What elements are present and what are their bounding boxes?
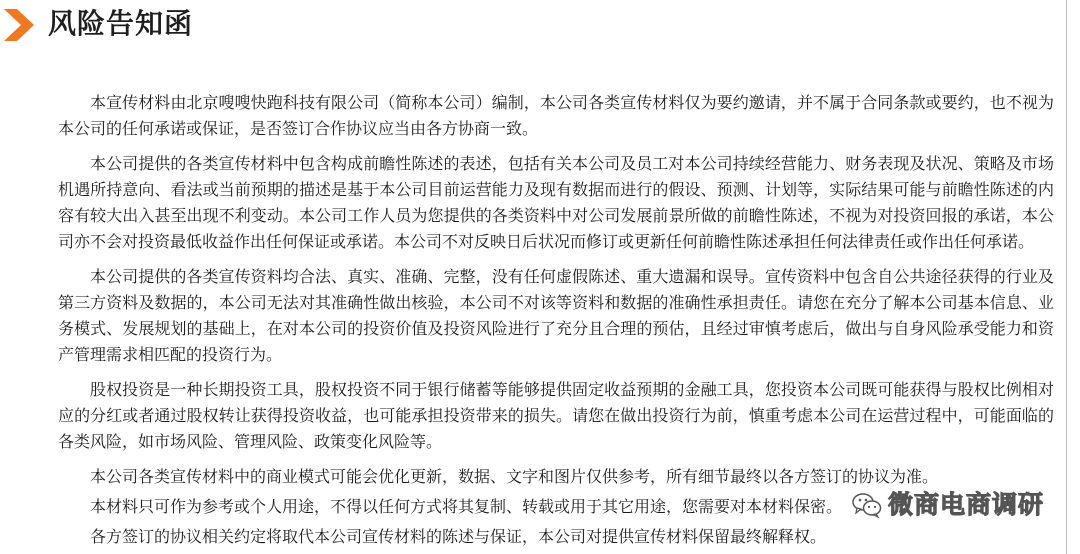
paragraph-6: 本材料只可作为参考或个人用途，不得以任何方式将其复制、转载或用于其它用途，您需要对本材料保密。 xyxy=(90,497,843,516)
paragraph-4: 股权投资是一种长期投资工具，股权投资不同于银行储蓄等能够提供固定收益预期的金融工具，您投资本公司既可能获得与股权比例相对应的分红或者通过股权转让获得投资收益，也可能承担投资带来的损失。请您在做出投资行为前，慎重考虑本公司在运营过程中，可能面临的各类风险，如市场风险、管理风险、政策变化风险等。 xyxy=(58,380,1054,451)
paragraph-3: 本公司提供的各类宣传资料均合法、真实、准确、完整，没有任何虚假陈述、重大遗漏和误导。宣传资料中包含自公共途径获得的行业及第三方资料及数据的，本公司无法对其准确性做出核验，本公司不对该等资料和数据的准确性承担责任。请您在充分了解本公司基本信息、业务模式、发展规划的基础上，在对本公司的投资价值及投资风险进行了充分且合理的预估，且经过审慎考虑后，做出与自身风险承受能力和资产管理需求相匹配的投资行为。 xyxy=(58,267,1054,364)
header xyxy=(0,0,1080,50)
page-title: 风险告知函 xyxy=(48,7,194,40)
paragraph-5: 本公司各类宣传材料中的商业模式可能会优化更新，数据、文字和图片仅供参考，所有细节最终以各方签订的协议为准。 xyxy=(90,467,939,486)
divider xyxy=(1066,0,1067,554)
chevron-right-icon xyxy=(4,9,34,41)
watermark xyxy=(852,488,1044,522)
paragraph-2: 本公司提供的各类宣传材料中包含构成前瞻性陈述的表述，包括有关本公司及员工对本公司持续经营能力、财务表现及状况、策略及市场机遇所持意向、看法或当前预期的描述是基于本公司目前运营能力及现有数据而进行的假设、预测、计划等，实际结果可能与前瞻性陈述的内容有较大出入甚至出现不利变动。本公司工作人员为您提供的各类资料中对公司发展前景所做的前瞻性陈述，不视为对投资回报的承诺，本公司亦不会对投资最低收益作出任何保证或承诺。本公司不对反映日后状况而修订或更新任何前瞻性陈述承担任何法律责任或作出任何承诺。 xyxy=(58,154,1054,251)
document-body xyxy=(58,90,1054,554)
wechat-icon xyxy=(852,492,882,518)
watermark-text: 微商电商调研 xyxy=(888,490,1045,519)
paragraph-1: 本宣传材料由北京嗖嗖快跑科技有限公司（简称本公司）编制，本公司各类宣传材料仅为要约邀请，并不属于合同条款或要约，也不视为本公司的任何承诺或保证，是否签订合作协议应当由各方协商一致。 xyxy=(58,93,1054,138)
paragraph-7: 各方签订的协议相关约定将取代本公司宣传材料的陈述与保证，本公司对提供宣传材料保留最终解释权。 xyxy=(90,527,827,546)
